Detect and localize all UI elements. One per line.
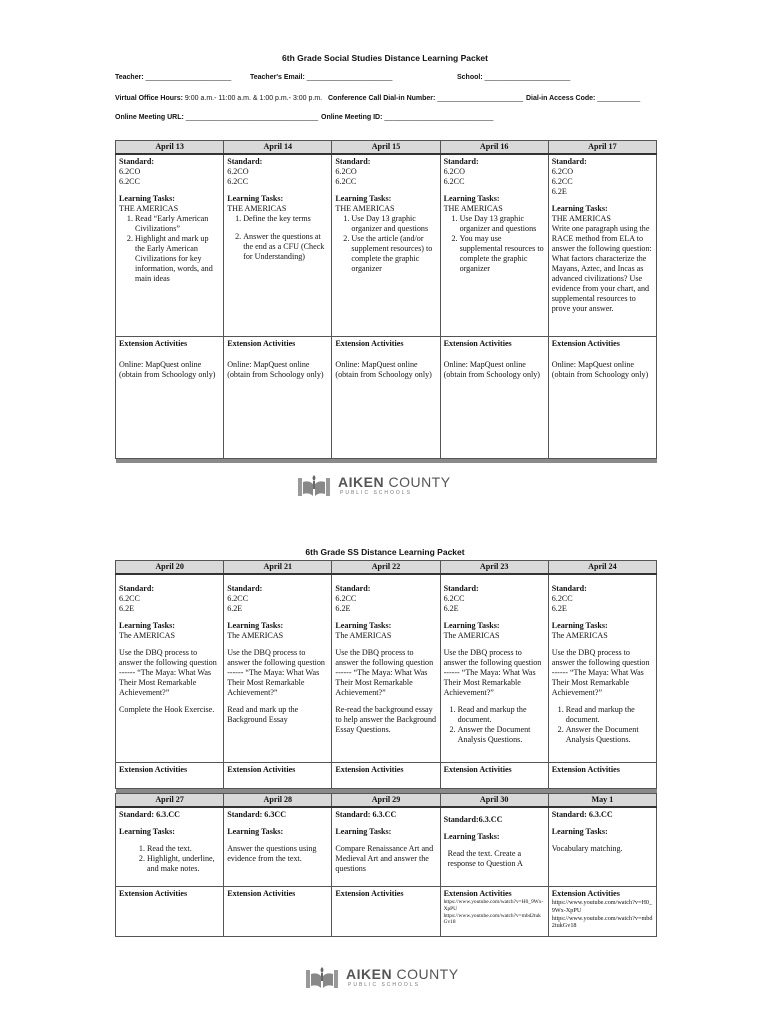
topic: THE AMERICAS xyxy=(119,204,179,214)
extension-cell xyxy=(116,762,224,788)
topic: THE AMERICAS xyxy=(227,204,287,214)
standard-label: Standard:6.3.CC xyxy=(443,814,503,824)
standard-code: 6.2E xyxy=(551,187,567,197)
page2-title: 6th Grade SS Distance Learning Packet xyxy=(305,547,465,557)
access-code-field xyxy=(526,95,640,102)
standard-code: 6.2CO xyxy=(227,167,249,177)
book-torch-icon xyxy=(306,966,338,992)
tasks-label: Learning Tasks: xyxy=(227,826,284,836)
access-code-label: Dial-in Access Code: xyxy=(526,95,596,102)
standard-label: Standard: xyxy=(227,584,263,594)
extension-label: Extension Activities xyxy=(443,764,512,774)
task-item: 1. Use Day 13 graphic organizer and questions xyxy=(460,214,545,234)
extension-cell xyxy=(548,336,656,458)
task-list xyxy=(444,214,545,274)
task-item: 2. Highlight, underline, and make notes. xyxy=(147,854,220,874)
standard-code: 6.2E xyxy=(227,604,243,614)
week1-day-cell xyxy=(332,154,440,336)
task-item: 2. You may use supplemental resources to complete the graphic organizer xyxy=(460,234,545,274)
access-code-blank: ___________ xyxy=(597,95,641,102)
tasks-label: Learning Tasks: xyxy=(443,194,500,204)
standard-code: 6.2CC xyxy=(335,594,357,604)
extension-cell xyxy=(440,336,548,458)
standard-code: 6.2CO xyxy=(335,167,357,177)
extension-label: Extension Activities xyxy=(551,338,620,348)
extension-text: Online: MapQuest online (obtain from Schoology only) xyxy=(443,359,540,379)
office-hours-value: 9:00 a.m.- 11:00 a.m. & 1:00 p.m.- 3:00 p.m. xyxy=(184,95,323,102)
extension-cell xyxy=(332,887,440,937)
standard-label: Standard: xyxy=(443,157,479,167)
teacher-email-blank: ______________________ xyxy=(306,74,393,81)
week2-day-cell xyxy=(548,574,656,762)
meeting-id-label: Online Meeting ID: xyxy=(321,114,383,121)
standard-code: 6.2CC xyxy=(551,594,573,604)
day-header: April 14 xyxy=(224,141,332,155)
week2-day-cell xyxy=(116,574,224,762)
extension-label: Extension Activities xyxy=(227,889,296,899)
teacher-label: Teacher: xyxy=(115,74,144,81)
extension-label: Extension Activities xyxy=(227,764,296,774)
day-header: April 24 xyxy=(548,561,656,575)
week1-day-cell xyxy=(116,154,224,336)
video-link[interactable]: https://www.youtube.com/watch?v=mbd2tukGv18 xyxy=(551,914,653,930)
day-header: April 29 xyxy=(332,793,440,807)
tasks-label: Learning Tasks: xyxy=(443,621,500,631)
meeting-url-label: Online Meeting URL: xyxy=(115,114,184,121)
week3-day-cell xyxy=(440,807,548,887)
extension-text: Online: MapQuest online (obtain from Schoology only) xyxy=(227,359,324,379)
topic: The AMERICAS xyxy=(335,631,392,641)
standard-label: Standard: 6.3.CC xyxy=(119,809,180,819)
extension-cell xyxy=(224,887,332,937)
logo-name: AIKEN COUNTY xyxy=(338,474,451,490)
topic: The AMERICAS xyxy=(119,631,175,641)
activity-text: Re-read the background essay to help answer the Background Essay Questions. xyxy=(335,705,437,735)
standard-code: 6.2CO xyxy=(443,167,465,177)
tasks-label: Learning Tasks: xyxy=(335,621,392,631)
week3-day-cell xyxy=(116,807,224,887)
extension-label: Extension Activities xyxy=(551,764,620,774)
task-text: Vocabulary matching. xyxy=(551,843,623,853)
tasks-label: Learning Tasks: xyxy=(227,194,284,204)
task-item: 2. Highlight and mark up the Early American Civilizations for key information, words, and main ideas xyxy=(135,234,220,284)
meeting-url-field xyxy=(115,114,318,121)
week1-day-cell xyxy=(224,154,332,336)
standard-label: Standard: 6.3.CC xyxy=(551,809,613,819)
day-header: April 30 xyxy=(440,793,548,807)
topic: The AMERICAS xyxy=(443,631,500,641)
meeting-url-blank: __________________________________ xyxy=(185,114,319,121)
dbq-question: Use the DBQ process to answer the following question ------ “The Maya: What Was Their Most Remarkable Achievement?” xyxy=(335,648,434,698)
standard-label: Standard: xyxy=(227,157,263,167)
teacher-email-field xyxy=(250,74,392,81)
week1-day-header-row xyxy=(116,141,657,155)
office-hours-field xyxy=(115,95,322,102)
activity-text: Read and mark up the Background Essay xyxy=(227,705,299,725)
standard-code: 6.2CC xyxy=(335,177,357,187)
standard-label: Standard: xyxy=(335,157,371,167)
standard-code: 6.2E xyxy=(551,604,567,614)
standard-label: Standard: xyxy=(119,584,155,594)
school-label: School: xyxy=(457,74,483,81)
book-torch-icon xyxy=(298,474,330,500)
week3-day-header-row xyxy=(116,793,657,807)
extension-cell xyxy=(224,336,332,458)
extension-label: Extension Activities xyxy=(119,889,188,899)
day-header: April 13 xyxy=(116,141,224,155)
task-text: Read the text. Create a response to Question A xyxy=(447,848,523,868)
standard-label: Standard: xyxy=(551,157,587,167)
task-item: 1. Use Day 13 graphic organizer and questions xyxy=(351,214,436,234)
day-header: April 27 xyxy=(116,793,224,807)
tasks-label: Learning Tasks: xyxy=(119,621,176,631)
day-header: April 22 xyxy=(332,561,440,575)
activity-text: Complete the Hook Exercise. xyxy=(119,705,215,715)
extension-cell xyxy=(548,762,656,788)
week2-day-header-row xyxy=(116,561,657,575)
extension-label: Extension Activities xyxy=(227,338,296,348)
tasks-label: Learning Tasks: xyxy=(227,621,284,631)
week1-day-cell xyxy=(548,154,656,336)
office-hours-label: Virtual Office Hours: xyxy=(115,95,183,102)
week3-day-cell xyxy=(224,807,332,887)
topic: THE AMERICAS xyxy=(443,204,503,214)
extension-cell xyxy=(224,762,332,788)
extension-label: Extension Activities xyxy=(335,338,404,348)
activity-item: 1. Read and markup the document. xyxy=(566,705,653,725)
video-link[interactable]: https://www.youtube.com/watch?v=mbd2tukGv18 xyxy=(443,912,541,926)
video-link[interactable]: https://www.youtube.com/watch?v=H0_9Wx-XpPU xyxy=(443,899,544,912)
week3-extension-row xyxy=(116,887,657,937)
standard-code: 6.2CC xyxy=(443,594,465,604)
extension-cell xyxy=(332,762,440,788)
standard-code: 6.2CO xyxy=(551,167,574,177)
standard-label: Standard: 6.3.CC xyxy=(335,809,397,819)
standard-label: Standard: xyxy=(119,157,155,167)
week2-extension-row xyxy=(116,762,657,788)
week3-day-cell xyxy=(332,807,440,887)
logo-subtitle: PUBLIC SCHOOLS xyxy=(340,490,412,496)
tasks-label: Learning Tasks: xyxy=(335,194,392,204)
standard-code: 6.2E xyxy=(335,604,351,614)
task-item: 2. Use the article (and/or supplement resources) to complete the graphic organizer xyxy=(351,234,436,274)
standard-label: Standard: xyxy=(551,584,587,594)
dbq-question: Use the DBQ process to answer the following question ------ “The Maya: What Was Their Most Remarkable Achievement?” xyxy=(551,648,650,698)
week1-tasks-row xyxy=(116,154,657,336)
standard-code: 6.2CC xyxy=(119,594,140,604)
standard-code: 6.2CC xyxy=(551,177,573,187)
day-header: April 23 xyxy=(440,561,548,575)
extension-cell xyxy=(332,336,440,458)
standard-code: 6.2CC xyxy=(227,177,249,187)
standard-label: Standard: xyxy=(443,584,479,594)
task-text: Answer the questions using evidence from the text. xyxy=(227,843,317,863)
dbq-question: Use the DBQ process to answer the following question ------ “The Maya: What Was Their Most Remarkable Achievement?” xyxy=(119,648,217,698)
week2-tasks-row xyxy=(116,574,657,762)
task-item: 2. Answer the questions at the end as a CFU (Check for Understanding) xyxy=(243,232,328,262)
extension-cell xyxy=(440,762,548,788)
extension-label: Extension Activities xyxy=(443,338,512,348)
dbq-question: Use the DBQ process to answer the following question ------ “The Maya: What Was Their Most Remarkable Achievement?” xyxy=(227,648,325,698)
week3-tasks-row xyxy=(116,807,657,887)
topic: The AMERICAS xyxy=(551,631,608,641)
extension-label: Extension Activities xyxy=(551,889,620,899)
task-text: Compare Renaissance Art and Medieval Art and answer the questions xyxy=(335,843,434,873)
day-header: April 28 xyxy=(224,793,332,807)
standard-code: 6.2CC xyxy=(227,594,249,604)
extension-label: Extension Activities xyxy=(443,889,512,899)
tasks-label: Learning Tasks: xyxy=(335,826,392,836)
meeting-id-blank: ____________________________ xyxy=(384,114,494,121)
tasks-label: Learning Tasks: xyxy=(443,831,500,841)
task-list xyxy=(119,214,220,284)
activity-item: 1. Read and markup the document. xyxy=(458,705,545,725)
school-field xyxy=(457,74,570,81)
extension-cell xyxy=(548,887,656,937)
extension-text: Online: MapQuest online (obtain from Schoology only) xyxy=(335,359,432,379)
task-paragraph: Write one paragraph using the RACE method from ELA to answer the following question: What factors characterize the Mayans, Aztec, and Incas as advanced civilizations? Use evidence from your chart, and supplemental resources to prove your answer. xyxy=(551,224,652,314)
school-blank: ______________________ xyxy=(484,74,571,81)
dbq-question: Use the DBQ process to answer the following question ------ “The Maya: What Was Their Most Remarkable Achievement?” xyxy=(443,648,542,698)
task-list xyxy=(119,844,220,874)
day-header: April 15 xyxy=(332,141,440,155)
standard-label: Standard: 6.3CC xyxy=(227,809,287,819)
extension-cell xyxy=(116,336,224,458)
week3-day-cell xyxy=(548,807,656,887)
topic: THE AMERICAS xyxy=(551,214,611,224)
meeting-id-field xyxy=(321,114,493,121)
extension-cell xyxy=(116,887,224,937)
teacher-blank: ______________________ xyxy=(145,74,232,81)
extension-text: Online: MapQuest online (obtain from Schoology only) xyxy=(551,359,649,379)
activity-item: 2. Answer the Document Analysis Questions. xyxy=(566,725,653,745)
day-header: April 21 xyxy=(224,561,332,575)
topic: The AMERICAS xyxy=(227,631,284,641)
week1-day-cell xyxy=(440,154,548,336)
dialin-blank: ______________________ xyxy=(437,95,523,102)
tasks-label: Learning Tasks: xyxy=(551,826,608,836)
standard-label: Standard: xyxy=(335,584,371,594)
tasks-label: Learning Tasks: xyxy=(119,194,176,204)
topic: THE AMERICAS xyxy=(335,204,395,214)
standard-code: 6.2CC xyxy=(443,177,465,187)
standard-code: 6.2E xyxy=(119,604,135,614)
week1-extension-row xyxy=(116,336,657,458)
page-title: 6th Grade Social Studies Distance Learning Packet xyxy=(282,53,488,63)
activity-list xyxy=(552,705,653,745)
teacher-email-label: Teacher's Email: xyxy=(250,74,305,81)
logo-subtitle: PUBLIC SCHOOLS xyxy=(348,982,420,988)
extension-label: Extension Activities xyxy=(335,764,404,774)
extension-label: Extension Activities xyxy=(119,338,188,348)
tasks-label: Learning Tasks: xyxy=(551,621,608,631)
tasks-label: Learning Tasks: xyxy=(551,204,608,214)
task-list xyxy=(227,214,328,262)
extension-label: Extension Activities xyxy=(119,764,188,774)
task-item: 1. Read the text. xyxy=(147,844,220,854)
activity-list xyxy=(444,705,545,745)
extension-label: Extension Activities xyxy=(335,889,404,899)
dialin-field xyxy=(328,95,523,102)
task-list xyxy=(335,214,436,274)
extension-text: Online: MapQuest online (obtain from Schoology only) xyxy=(119,359,216,379)
week2-day-cell xyxy=(440,574,548,762)
activity-item: 2. Answer the Document Analysis Questions. xyxy=(458,725,545,745)
week2-day-cell xyxy=(332,574,440,762)
video-link[interactable]: https://www.youtube.com/watch?v=H0_9Wx-XpPU xyxy=(551,899,653,914)
day-header: April 17 xyxy=(548,141,656,155)
week1-schedule-table xyxy=(115,140,657,463)
task-item: 1. Define the key terms xyxy=(243,214,328,224)
teacher-field xyxy=(115,74,231,81)
week2-day-cell xyxy=(224,574,332,762)
tasks-label: Learning Tasks: xyxy=(119,826,176,836)
day-header: May 1 xyxy=(548,793,656,807)
extension-cell xyxy=(440,887,548,937)
standard-code: 6.2CC xyxy=(119,177,140,187)
standard-code: 6.2CO xyxy=(119,167,141,177)
day-header: April 20 xyxy=(116,561,224,575)
day-header: April 16 xyxy=(440,141,548,155)
dialin-label: Conference Call Dial-in Number: xyxy=(328,95,436,102)
week2-schedule-table xyxy=(115,560,657,937)
logo-name: AIKEN COUNTY xyxy=(346,966,459,982)
standard-code: 6.2E xyxy=(443,604,459,614)
task-item: 1. Read “Early American Civilizations” xyxy=(135,214,220,234)
